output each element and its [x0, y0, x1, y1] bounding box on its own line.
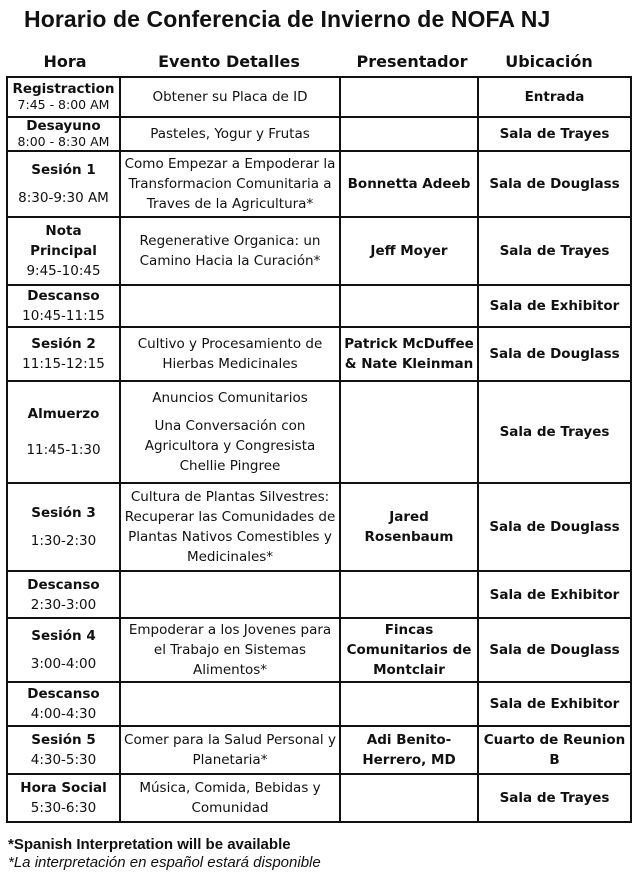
event-text: Comer para la Salud Personal y Planetaria*	[124, 732, 336, 768]
time-cell	[7, 618, 120, 682]
session-time: 7:45 - 8:00 AM	[17, 97, 110, 112]
event-cell	[120, 483, 340, 571]
table-row	[7, 117, 631, 151]
event-text: Una Conversación con Agricultora y Congresista Chellie Pingree	[144, 418, 316, 474]
header-time: Hora	[43, 52, 87, 71]
table-row	[7, 217, 631, 285]
table-row	[7, 151, 631, 217]
time-cell	[7, 571, 120, 618]
session-time: 11:15-12:15	[22, 356, 105, 372]
session-time: 3:00-4:00	[30, 656, 97, 672]
location-cell: Sala de Trayes	[478, 117, 631, 151]
session-label: Sesión 2	[31, 336, 96, 352]
session-label: Sesión 1	[31, 162, 96, 178]
event-cell	[120, 117, 340, 151]
session-time: 2:30-3:00	[30, 596, 97, 613]
event-cell	[120, 774, 340, 822]
location-cell: Sala de Douglass	[478, 618, 631, 682]
session-label: Descanso	[27, 576, 100, 593]
time-cell	[7, 381, 120, 483]
event-cell	[120, 381, 340, 483]
page-title: Horario de Conferencia de Invierno de NOFA NJ	[24, 6, 551, 32]
location-cell: Sala de Douglass	[478, 151, 631, 217]
event-text: Obtener su Placa de ID	[152, 89, 308, 105]
session-time: 4:00-4:30	[30, 706, 97, 722]
presenter-cell	[340, 682, 478, 726]
location-cell: Sala de Exhibitor	[478, 571, 631, 618]
session-time: 1:30-2:30	[30, 533, 97, 549]
event-cell	[120, 327, 340, 381]
time-cell	[7, 151, 120, 217]
presenter-cell: Adi Benito-Herrero, MD	[340, 726, 478, 774]
session-label: Sesión 4	[31, 628, 96, 644]
table-row	[7, 77, 631, 117]
session-time: 10:45-11:15	[22, 308, 105, 324]
location-cell: Sala de Douglass	[478, 327, 631, 381]
presenter-cell: Jared Rosenbaum	[340, 483, 478, 571]
presenter-cell	[340, 381, 478, 483]
table-row	[7, 285, 631, 327]
location-cell: Sala de Trayes	[478, 217, 631, 285]
presenter-cell: Fincas Comunitarios de Montclair	[340, 618, 478, 682]
location-cell: Sala de Trayes	[478, 381, 631, 483]
session-time: 5:30-6:30	[30, 800, 97, 816]
footnote-spanish: *La interpretación en español estará disponible	[8, 854, 321, 871]
location-cell: Sala de Exhibitor	[478, 682, 631, 726]
session-label: Almuerzo	[27, 406, 100, 422]
presenter-cell	[340, 571, 478, 618]
table-row	[7, 682, 631, 726]
event-cell	[120, 618, 340, 682]
session-label: Nota Principal	[30, 223, 97, 259]
time-cell	[7, 327, 120, 381]
event-cell	[120, 571, 340, 618]
presenter-cell	[340, 77, 478, 117]
session-label: Sesión 5	[31, 732, 96, 748]
session-label: Desayuno	[26, 118, 101, 134]
table-row	[7, 483, 631, 571]
table-row	[7, 381, 631, 483]
time-cell	[7, 483, 120, 571]
presenter-cell	[340, 774, 478, 822]
event-text: Cultura de Plantas Silvestres: Recuperar las Comunidades de Plantas Nativos Comestibles y Medicinales*	[124, 489, 336, 565]
location-cell: Entrada	[478, 77, 631, 117]
time-cell	[7, 726, 120, 774]
schedule-table	[6, 76, 632, 823]
event-cell	[120, 682, 340, 726]
time-cell	[7, 217, 120, 285]
time-cell	[7, 117, 120, 151]
table-row	[7, 327, 631, 381]
event-text: Empoderar a los Jovenes para el Trabajo en Sistemas Alimentos*	[128, 622, 332, 678]
session-time: 11:45-1:30	[26, 442, 101, 458]
event-cell	[120, 151, 340, 217]
table-row	[7, 726, 631, 774]
presenter-cell: Patrick McDuffee & Nate Kleinman	[340, 327, 478, 381]
header-event: Evento Detalles	[158, 52, 300, 71]
session-time: 8:30-9:30 AM	[18, 190, 109, 206]
presenter-cell: Jeff Moyer	[340, 217, 478, 285]
presenter-cell: Bonnetta Adeeb	[340, 151, 478, 217]
event-cell	[120, 217, 340, 285]
event-cell	[120, 77, 340, 117]
session-time: 8:00 - 8:30 AM	[17, 134, 110, 149]
presenter-cell	[340, 285, 478, 327]
event-cell	[120, 285, 340, 327]
table-row	[7, 571, 631, 618]
location-cell: Sala de Douglass	[478, 483, 631, 571]
table-row	[7, 774, 631, 822]
time-cell	[7, 682, 120, 726]
location-cell: Sala de Trayes	[478, 774, 631, 822]
session-label: Registraction	[12, 81, 115, 97]
session-time: 4:30-5:30	[30, 752, 97, 768]
table-row	[7, 618, 631, 682]
event-text: Cultivo y Procesamiento de Hierbas Medicinales	[137, 336, 323, 372]
event-text: Regenerative Organica: un Camino Hacia la Curación*	[139, 233, 321, 269]
time-cell	[7, 774, 120, 822]
event-text: Pasteles, Yogur y Frutas	[150, 126, 310, 142]
event-text: Anuncios Comunitarios	[152, 390, 308, 406]
session-label: Descanso	[27, 686, 100, 702]
event-text: Como Empezar a Empoderar la Transformacion Comunitaria a Traves de la Agricultura*	[124, 156, 336, 212]
header-presenter: Presentador	[356, 52, 468, 71]
time-cell	[7, 77, 120, 117]
location-cell: Cuarto de Reunion B	[478, 726, 631, 774]
session-time: 9:45-10:45	[26, 263, 101, 279]
time-cell	[7, 285, 120, 327]
event-text: Música, Comida, Bebidas y Comunidad	[139, 780, 321, 816]
presenter-cell	[340, 117, 478, 151]
session-label: Hora Social	[20, 780, 107, 796]
event-cell	[120, 726, 340, 774]
location-cell: Sala de Exhibitor	[478, 285, 631, 327]
footnote-english: *Spanish Interpretation will be available	[8, 836, 291, 853]
header-location: Ubicación	[505, 52, 593, 71]
session-label: Sesión 3	[31, 505, 96, 521]
session-label: Descanso	[27, 288, 100, 304]
